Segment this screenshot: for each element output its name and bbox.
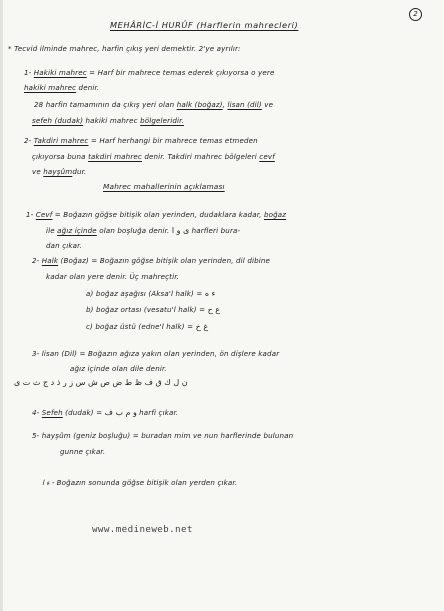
cevf-line2-text-b: olan boşluğa denir. [96,226,172,235]
hayshum-text: 5- hayşûm (geniz boşluğu) = buradan mim ve nun harflerinde bulunan [32,431,294,440]
cevf-line2-text-a: ile [46,226,58,235]
lisan-line-1 [32,349,279,358]
item-1-line-2 [24,83,99,92]
intro-text-1: * Tecvid ilminde mahrec, harfin çıkış yeri demektir. 2'ye ayrılır: [8,44,241,53]
lisan-arabic-letters [14,378,188,387]
cevf-number: 1- [26,210,36,219]
halk-sub-a-arabic: ء ه [204,289,216,298]
item-2-text: = Harf herhangi bir mahrece temas etmeden [88,136,258,145]
page-title: MEHÂRİC-İ HURÛF (Harflerin mahrecleri) [110,20,299,30]
intro-line-1 [8,44,241,53]
sefeh-number: 4- [32,408,42,417]
halk-sub-c [86,322,208,331]
halk-sub-b-arabic: ع ح [207,305,221,314]
lisan-text: 3- lisan (Dil) = Boğazın ağıza yakın olan yerinden, ön dişlere kadar [32,349,280,358]
halk-term: halk (boğaz) [176,100,223,109]
cevf-term: cevf [259,152,275,161]
hayşum-term: hayşûm [43,167,73,176]
lisan-arabic-text: ن ل ك ق ف ظ ط ض ص ش س ز ر ذ د ج ث ت ى [14,378,188,387]
page-number: 2 [409,8,422,21]
item-1-line-4 [32,116,184,125]
halk-heading: Halk [41,256,59,265]
note-text: ء ا - Boğazın sonunda göğse bitişik olan yerden çıkar. [42,478,238,487]
halk-sub-c-arabic: غ خ [195,322,209,331]
halk-line2-text: kadar olan yere denir. Üç mahreçtir. [46,272,180,281]
item-1-line2-term: hakiki mahrec [24,83,77,92]
item-1-line-3 [34,100,273,109]
cevf-heading: Cevf [35,210,53,219]
lisan-term: lisan (dil) [227,100,262,109]
bogaz-term: boğaz [263,210,287,219]
item-1-line3-text-a: 28 harfin tamamının da çıkış yeri olan [34,100,177,109]
item-1-line2-text: denir. [76,83,100,92]
halk-sub-b-text: b) boğaz ortası (vesatu'l halk) = [86,305,208,314]
cevf-text: = Boğazın göğse bitişik olan yerinden, dudaklara kadar, [52,210,264,219]
item-2-line-1 [24,136,258,145]
cevf-line-3 [46,241,82,250]
website-watermark: www.medineweb.net [92,524,193,535]
ve-text-2: ve [32,167,44,176]
ve-text: ve [261,100,274,109]
item-2-line-3 [32,167,86,176]
item-2-term: Takdiri mahrec [33,136,89,145]
section-subtitle: Mahrec mahallerinin açıklaması [103,182,225,191]
hayshum-line-1 [32,431,293,440]
item-2-line2-text-a: çıkıyorsa buna [32,152,89,161]
halk-sub-a-text: a) boğaz aşağısı (Aksa'l halk) = [86,289,205,298]
sefeh-heading: Sefeh [41,408,63,417]
cevf-line-2 [46,226,240,235]
sefeh-arabic: و م ب ف [104,408,137,417]
item-2-number: 2- [24,136,34,145]
note-line [42,478,237,487]
sefeh-line [32,408,178,417]
item-1-line4-text: hakiki mahrec [83,116,141,125]
item-1-number: 1- [24,68,34,77]
halk-sub-b [86,305,220,314]
lisan-line2-text: ağız içinde olan dile denir. [70,364,167,373]
lisan-line-2 [70,364,167,373]
agiz-icinde-term: ağız içinde [57,226,97,235]
bolgeler-term: bölgeleridir. [140,116,184,125]
halk-text: (Boğaz) = Boğazın göğse bitişik olan yerinden, dil dibine [58,256,271,265]
page-edge [0,0,3,611]
comma: , [222,100,228,109]
halk-number: 2- [32,256,42,265]
sefeh-text: (dudak) = [62,408,105,417]
sefeh-term: sefeh (dudak) [32,116,84,125]
cevf-line3-text: dan çıkar. [46,241,82,250]
sefeh-end: harfi çıkar. [136,408,179,417]
item-1-line-1 [24,68,275,77]
cevf-arabic-letters: ى و ا [171,226,190,235]
halk-sub-c-text: c) boğaz üstü (edne'l halk) = [86,322,196,331]
cevf-line2-text-c: harfleri bura- [189,226,241,235]
item-1-text: = Harf bir mahrece temas ederek çıkıyorsa o yere [86,68,275,77]
halk-line-2 [46,272,179,281]
item-1-term: Hakiki mahrec [33,68,87,77]
item-2-line3-end: dur. [72,167,87,176]
hayshum-line-2 [60,447,105,456]
cevf-line-1 [26,210,286,219]
halk-line-1 [32,256,270,265]
item-2-line2-text-b: denir. Takdiri mahrec bölgeleri [141,152,260,161]
halk-sub-a [86,289,215,298]
takdiri-term: takdiri mahrec [88,152,142,161]
item-2-line-2 [32,152,275,161]
hayshum-line2-text: gunne çıkar. [60,447,106,456]
